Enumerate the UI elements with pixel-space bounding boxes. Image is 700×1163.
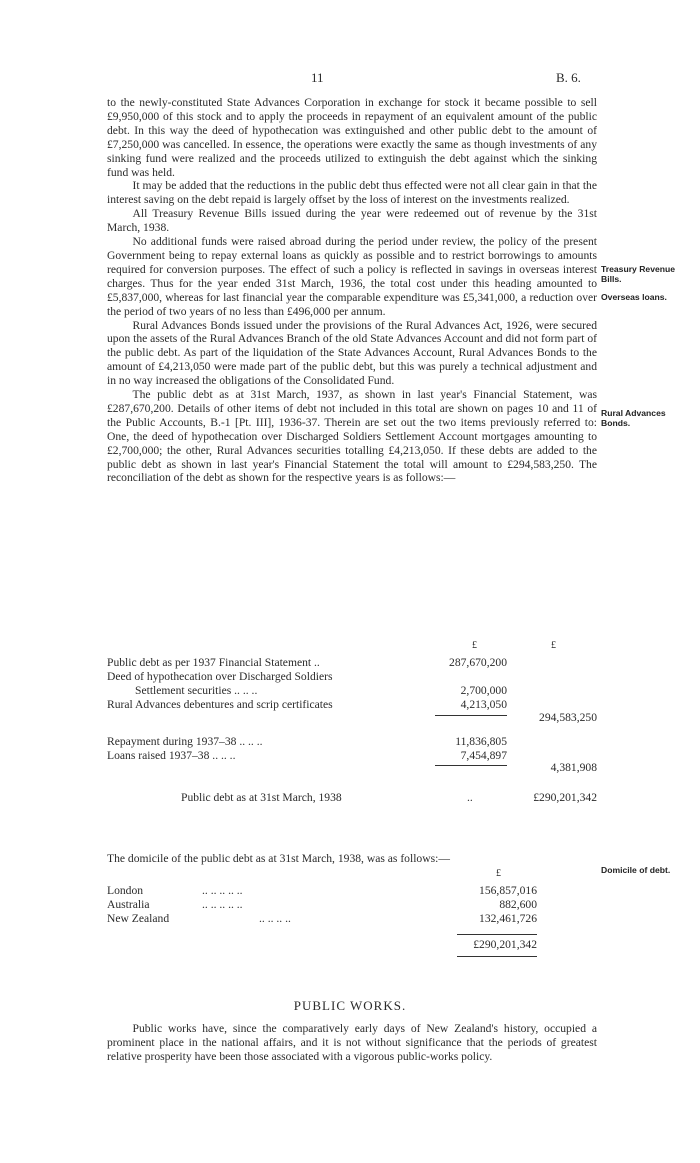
table-row: Public debt as per 1937 Financial Statement .. [107, 656, 320, 669]
table-cell-amount: 132,461,726 [479, 912, 537, 925]
paragraph-rural-advances: Rural Advances Bonds issued under the provisions of the Rural Advances Act, 1926, were secured upon the assets of the Rural Advances Branch of the old State Advances Account and did not form part of the public debt. As part of the liquidation of the State Advances Account, Rural Advances Bonds to the amount of £4,213,050 were made part of the public debt, but this was purely a technical adjustment and in no way increased the obligations of the Consolidated Fund. [107, 318, 597, 388]
table-row-dots: .. .. .. .. .. [202, 884, 243, 897]
paragraph-treasury-bills: All Treasury Revenue Bills issued during the year were redeemed out of revenue by the 31st March, 1938. [107, 207, 597, 235]
table-row-place: Australia [107, 898, 150, 911]
section-heading-public-works: PUBLIC WORKS. [293, 998, 407, 1013]
table-row: Deed of hypothecation over Discharged Soldiers [107, 670, 333, 683]
net-amount: 4,381,908 [550, 761, 597, 774]
paragraph-public-debt: The public debt as at 31st March, 1937, as shown in last year's Financial Statement, was £287,670,200. Details of other items of debt not included in this total are shown on pages 10 and 11 of the Public Accounts, B.-1 [Pt. III], 1936-37. Therein are set out the two items previously referred to: One, the deed of hypothecation over Discharged Soldiers Settlement Account mortgages amounting to £2,700,000; the other, Rural Advances securities totalling £4,213,050. If these debts are added to the public debt as shown in last year's Financial Statement the total will amount to £294,583,250. The reconciliation of the debt as shown for the respective years is as follows:— [107, 388, 597, 485]
table-cell-amount: 882,600 [499, 898, 537, 911]
margin-note-rural: Rural Advances Bonds. [601, 408, 666, 428]
currency-symbol: £ [496, 868, 501, 879]
domicile-intro: The domicile of the public debt as at 31st March, 1938, was as follows:— [107, 852, 450, 865]
paragraph-interest-saving: It may be added that the reductions in the public debt thus effected were not all clear gain in that the interest saving on the debt repaid is largely offset by the loss of interest on the investments realized. [107, 179, 597, 207]
subtotal-amount: 294,583,250 [539, 711, 597, 724]
currency-symbol-col2: £ [551, 640, 556, 651]
table-row-dots: .. .. .. .. .. [202, 898, 243, 911]
final-total-label: Public debt as at 31st March, 1938 [181, 791, 342, 804]
margin-note-treasury: Treasury Revenue Bills. [601, 264, 676, 284]
body-text [107, 96, 597, 485]
total-rule-bottom [457, 956, 537, 957]
domicile-table [107, 852, 597, 982]
table-row-dots: .. .. .. .. [259, 912, 291, 925]
table-row: Settlement securities .. .. .. [135, 684, 258, 697]
paragraph-sinking-fund: to the newly-constituted State Advances Corporation in exchange for stock it became possible to sell £9,950,000 of this stock and to apply the proceeds in repayment of an equivalent amount of the public debt. In this way the deed of hypothecation was extinguished and other public debt to the amount of £7,250,000 was cancelled. In essence, the operations were exactly the same as though investments of any sinking fund were realized and the proceeds utilized to extinguish the debt against which the sinking fund was held. [107, 96, 597, 179]
margin-note-overseas: Overseas loans. [601, 292, 667, 302]
paragraph-public-works: Public works have, since the comparatively early days of New Zealand's history, occupied a prominent place in the national affairs, and it is not without significance that the periods of greatest relative prosperity have been those associated with a vigorous public-works policy. [107, 1022, 597, 1063]
final-total-amount: £290,201,342 [533, 791, 597, 804]
table-row: Repayment during 1937–38 .. .. .. [107, 735, 263, 748]
margin-note-domicile: Domicile of debt. [601, 865, 671, 875]
table-cell-amount: 287,670,200 [449, 656, 507, 669]
domicile-total: £290,201,342 [473, 938, 537, 951]
table-row-place: London [107, 884, 144, 897]
table-row: Rural Advances debentures and scrip certificates [107, 698, 333, 711]
paragraph-overseas-loans: No additional funds were raised abroad during the period under review, the policy of the present Government being to repay external loans as quickly as possible and to restrict borrowings to amounts required for conversion purposes. The effect of such a policy is reflected in savings in overseas interest charges. Thus for the year ended 31st March, 1936, the total cost under this heading amounted to £5,837,000, whereas for last financial year the comparable expenditure was £5,341,000, a reduction over the period of two years of no less than £496,000 per annum. [107, 235, 597, 318]
table-row: Loans raised 1937–38 .. .. .. [107, 749, 236, 762]
table-cell-amount: 4,213,050 [460, 698, 507, 711]
currency-symbol-col1: £ [472, 640, 477, 651]
table-cell-amount: 2,700,000 [460, 684, 507, 697]
document-reference: B. 6. [556, 70, 581, 85]
table-row-place: New Zealand [107, 912, 170, 925]
table-cell-amount: 7,454,897 [460, 749, 507, 762]
page-number: 11 [311, 70, 324, 85]
table-cell-amount: 156,857,016 [479, 884, 537, 897]
table-cell-amount: 11,836,805 [455, 735, 507, 748]
final-total-dots: .. [467, 791, 473, 804]
total-rule-top [457, 934, 537, 935]
reconciliation-table [107, 640, 597, 840]
